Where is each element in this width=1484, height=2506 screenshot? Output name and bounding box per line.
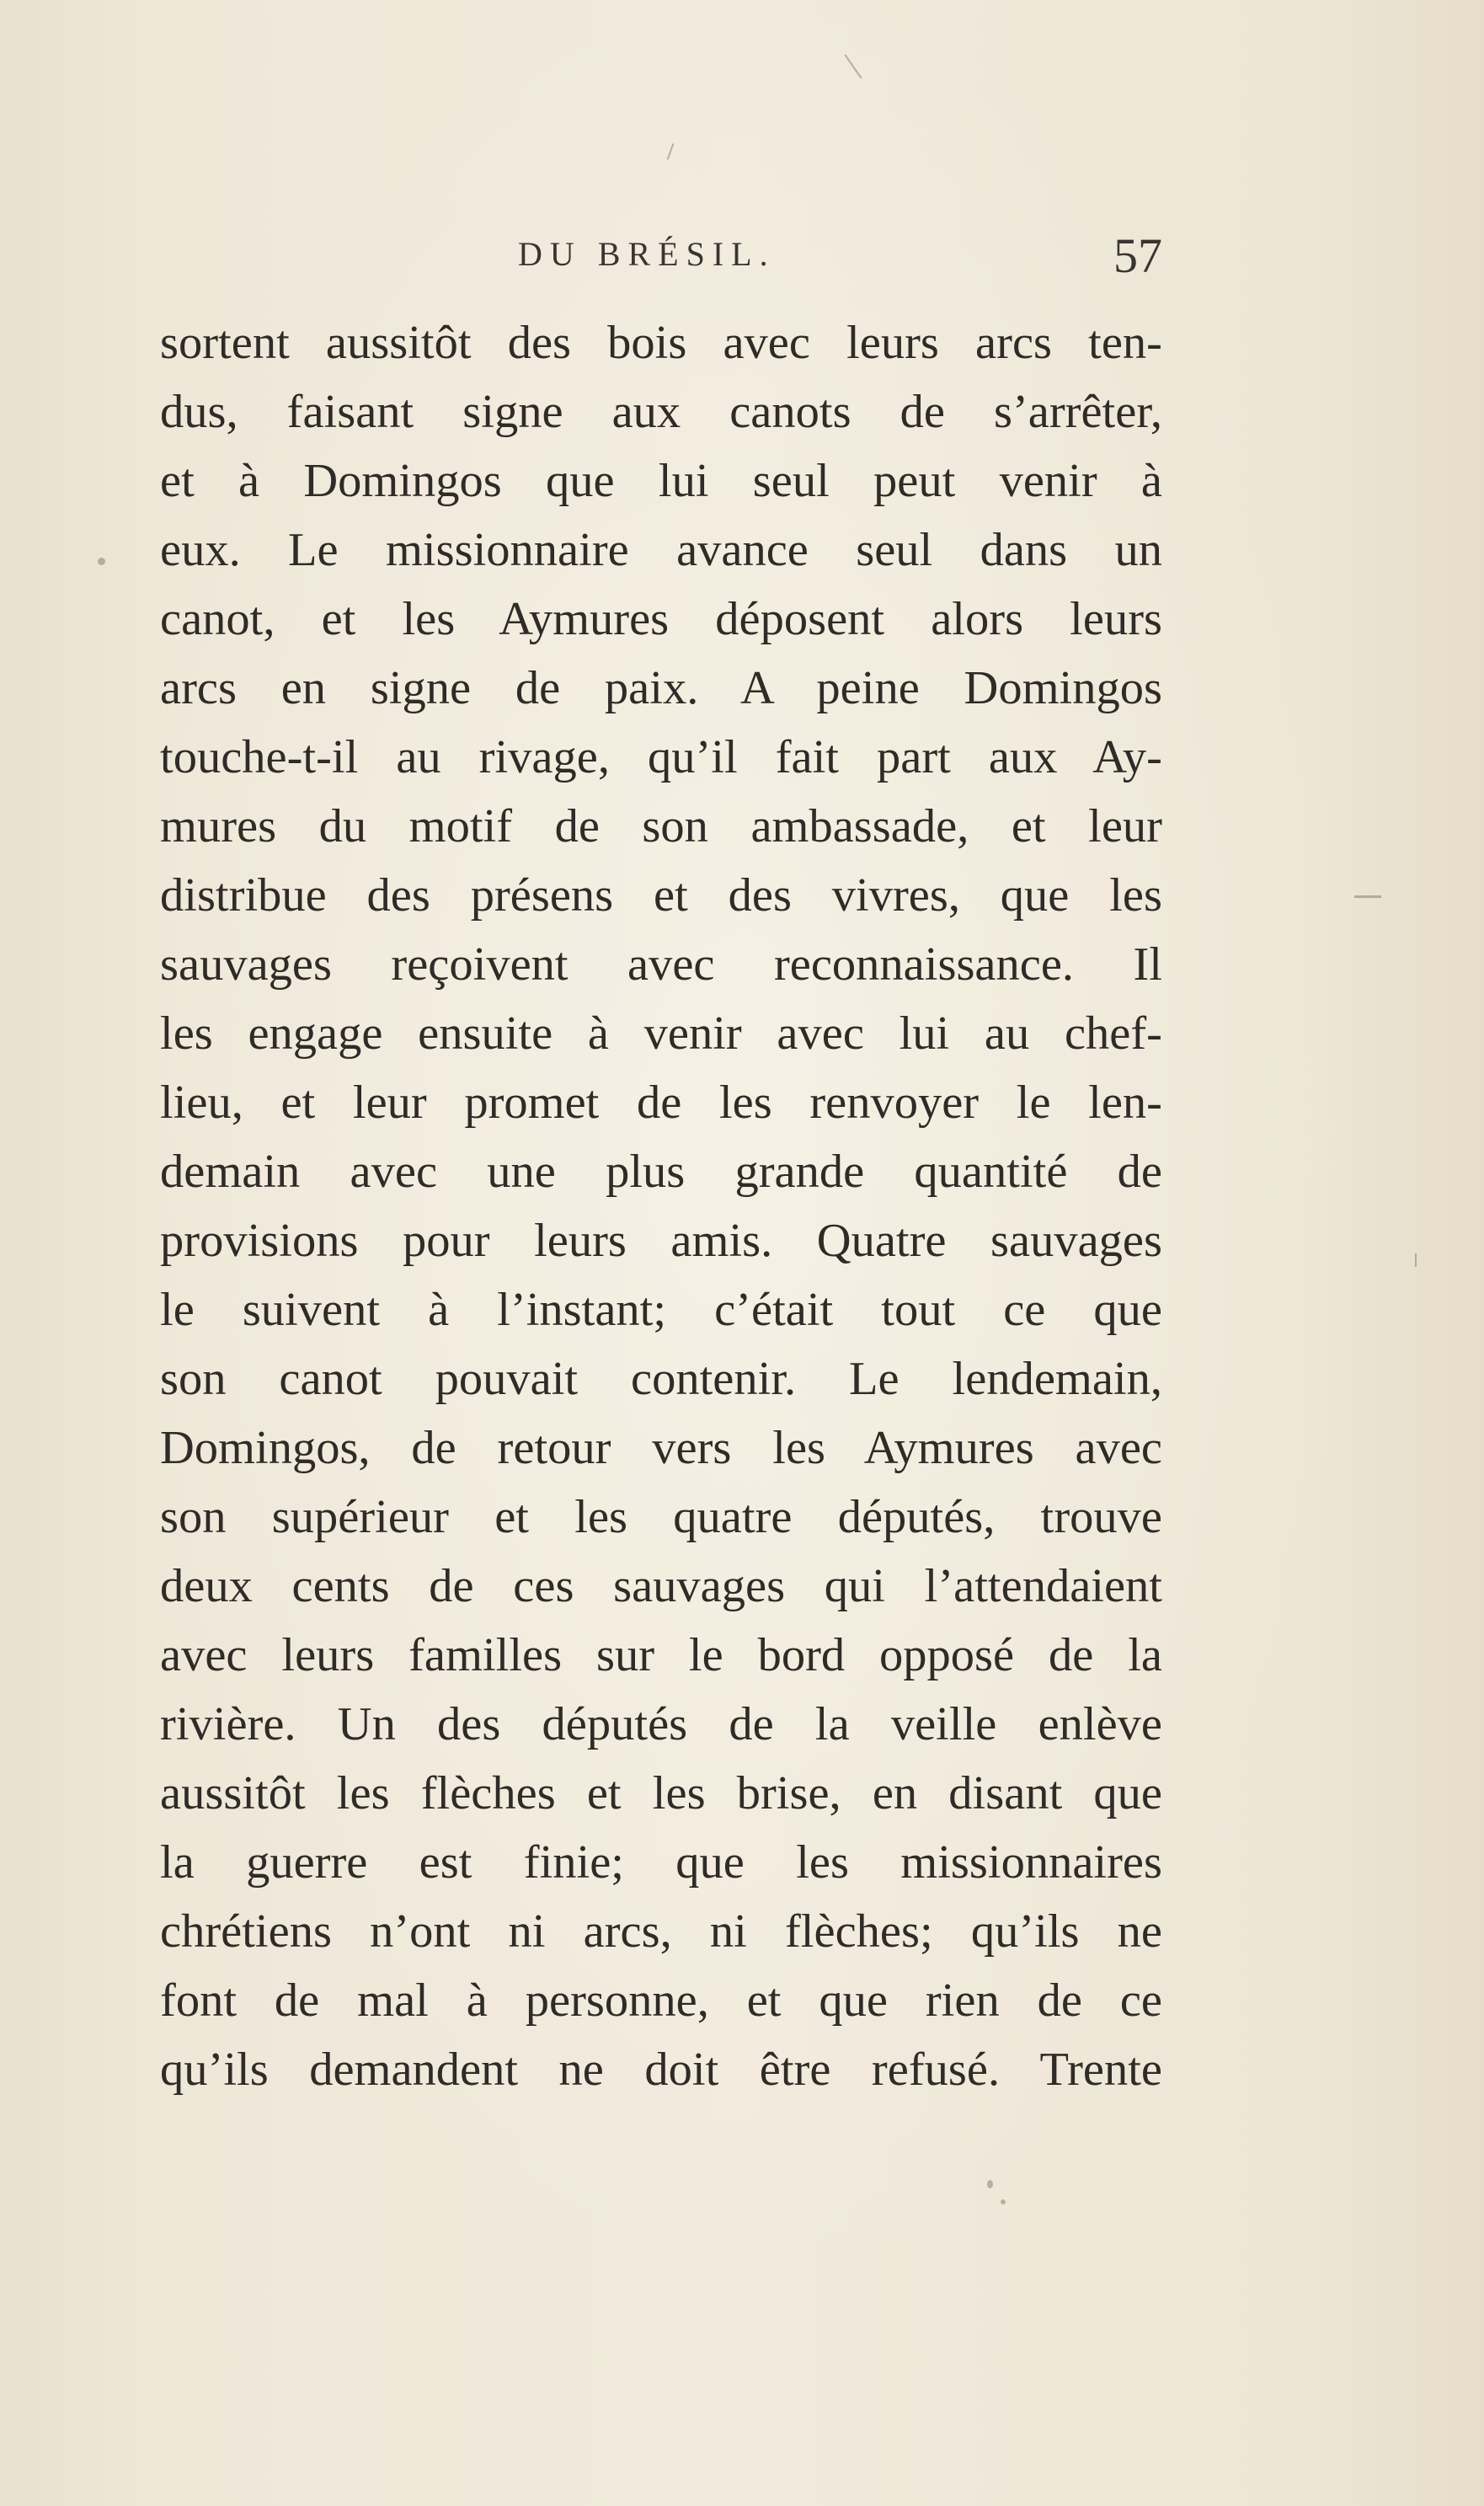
text-line: sortent aussitôt des bois avec leurs arcs ten- bbox=[160, 317, 1162, 369]
text-line: et à Domingos que lui seul peut venir à bbox=[160, 455, 1162, 507]
paper-speck bbox=[987, 2180, 993, 2188]
text-line: la guerre est finie; que les missionnaires bbox=[160, 1836, 1162, 1889]
text-line: rivière. Un des députés de la veille enlève bbox=[160, 1698, 1162, 1750]
paper-mark bbox=[844, 55, 862, 79]
page-header bbox=[160, 229, 1162, 288]
text-line: provisions pour leurs amis. Quatre sauvages bbox=[160, 1215, 1162, 1267]
text-line: le suivent à l’instant; c’était tout ce que bbox=[160, 1284, 1162, 1336]
text-line: canot, et les Aymures déposent alors leurs bbox=[160, 593, 1162, 645]
text-line: demain avec une plus grande quantité de bbox=[160, 1146, 1162, 1198]
text-line: mures du motif de son ambassade, et leur bbox=[160, 800, 1162, 852]
text-line: sauvages reçoivent avec reconnaissance. Il bbox=[160, 938, 1162, 991]
text-line: font de mal à personne, et que rien de ce bbox=[160, 1974, 1162, 2027]
paper-mark bbox=[1354, 895, 1381, 898]
text-line: Domingos, de retour vers les Aymures avec bbox=[160, 1422, 1162, 1474]
page-number: 57 bbox=[1113, 228, 1162, 283]
paper-speck bbox=[98, 558, 105, 565]
text-line: qu’ils demandent ne doit être refusé. Trente bbox=[160, 2044, 1162, 2096]
running-title: DU BRÉSIL. bbox=[518, 235, 776, 273]
text-line: arcs en signe de paix. A peine Domingos bbox=[160, 662, 1162, 714]
paper-mark bbox=[1415, 1253, 1417, 1267]
text-line: son canot pouvait contenir. Le lendemain, bbox=[160, 1353, 1162, 1405]
text-line: avec leurs familles sur le bord opposé de la bbox=[160, 1629, 1162, 1681]
paper-speck bbox=[1001, 2199, 1006, 2204]
paper-mark bbox=[667, 143, 675, 159]
body-text bbox=[160, 308, 1162, 2104]
text-line: lieu, et leur promet de les renvoyer le len- bbox=[160, 1077, 1162, 1129]
text-line: chrétiens n’ont ni arcs, ni flèches; qu’ils ne bbox=[160, 1905, 1162, 1958]
text-line: deux cents de ces sauvages qui l’attendaient bbox=[160, 1560, 1162, 1612]
text-line: distribue des présens et des vivres, que les bbox=[160, 869, 1162, 922]
text-line: touche-t-il au rivage, qu’il fait part aux Ay- bbox=[160, 731, 1162, 783]
text-line: aussitôt les flèches et les brise, en disant que bbox=[160, 1767, 1162, 1819]
text-line: eux. Le missionnaire avance seul dans un bbox=[160, 524, 1162, 576]
text-line: les engage ensuite à venir avec lui au chef- bbox=[160, 1007, 1162, 1060]
text-line: dus, faisant signe aux canots de s’arrêter, bbox=[160, 386, 1162, 438]
text-line: son supérieur et les quatre députés, trouve bbox=[160, 1491, 1162, 1543]
